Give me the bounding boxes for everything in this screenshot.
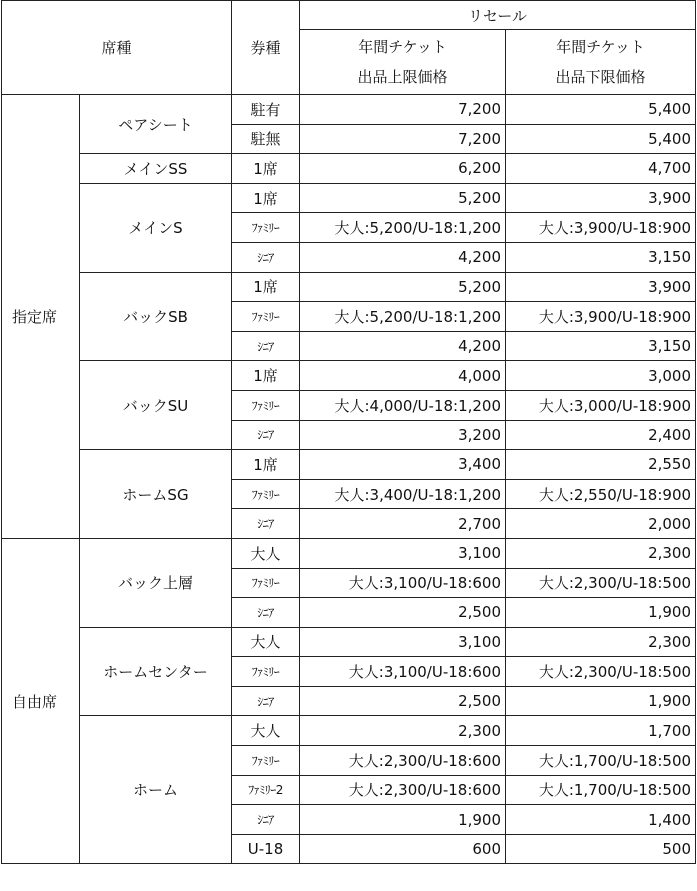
lower-price-cell: 3,900 xyxy=(506,183,696,213)
upper-price-cell: 4,000 xyxy=(300,361,506,391)
table-row xyxy=(2,716,696,746)
upper-price-header-line2: 出品上限価格 xyxy=(357,68,448,86)
upper-price-cell: 大人:2,300/U-18:600 xyxy=(300,746,506,776)
upper-price-cell: 600 xyxy=(300,834,506,864)
upper-price-cell: 大人:3,400/U-18:1,200 xyxy=(300,479,506,509)
lower-price-cell: 大人:1,700/U-18:500 xyxy=(506,775,696,805)
lower-price-cell: 大人:3,900/U-18:900 xyxy=(506,302,696,332)
upper-price-cell: 5,200 xyxy=(300,183,506,213)
upper-price-cell: 5,200 xyxy=(300,272,506,302)
table-row xyxy=(2,361,696,391)
ticket-type-cell: U-18 xyxy=(232,834,300,864)
table-row xyxy=(2,627,696,657)
lower-price-cell: 500 xyxy=(506,834,696,864)
upper-price-cell: 2,300 xyxy=(300,716,506,746)
upper-price-cell: 4,200 xyxy=(300,242,506,272)
upper-price-cell: 大人:2,300/U-18:600 xyxy=(300,775,506,805)
upper-price-cell: 2,500 xyxy=(300,686,506,716)
upper-price-cell: 3,100 xyxy=(300,627,506,657)
lower-price-cell: 3,900 xyxy=(506,272,696,302)
table-row xyxy=(2,538,696,568)
upper-price-cell: 大人:5,200/U-18:1,200 xyxy=(300,302,506,332)
upper-price-cell: 2,500 xyxy=(300,598,506,628)
lower-price-cell: 2,000 xyxy=(506,509,696,539)
upper-price-cell: 3,200 xyxy=(300,420,506,450)
ticket-type-cell: ﾌｧﾐﾘｰ xyxy=(232,657,300,687)
sub-seat-cell: ホームSG xyxy=(80,450,232,539)
upper-price-cell: 4,200 xyxy=(300,331,506,361)
lower-price-cell: 大人:2,550/U-18:900 xyxy=(506,479,696,509)
lower-price-cell: 大人:2,300/U-18:500 xyxy=(506,568,696,598)
ticket-type-cell: ﾌｧﾐﾘｰ xyxy=(232,479,300,509)
ticket-type-cell: 1席 xyxy=(232,450,300,480)
lower-price-cell: 2,550 xyxy=(506,450,696,480)
lower-price-cell: 大人:3,900/U-18:900 xyxy=(506,213,696,243)
upper-price-cell: 大人:3,100/U-18:600 xyxy=(300,568,506,598)
lower-price-cell: 1,400 xyxy=(506,805,696,835)
lower-price-cell: 1,700 xyxy=(506,716,696,746)
ticket-type-cell: 大人 xyxy=(232,716,300,746)
zone-cell: 指定席 xyxy=(2,95,80,539)
lower-price-cell: 5,400 xyxy=(506,124,696,154)
upper-price-cell: 大人:5,200/U-18:1,200 xyxy=(300,213,506,243)
lower-price-cell: 2,300 xyxy=(506,627,696,657)
ticket-type-cell: ﾌｧﾐﾘｰ xyxy=(232,213,300,243)
table-row xyxy=(2,272,696,302)
ticket-type-cell: ｼﾆｱ xyxy=(232,686,300,716)
table-row xyxy=(2,183,696,213)
seat-class-header: 席種 xyxy=(2,1,232,95)
upper-price-cell: 7,200 xyxy=(300,95,506,125)
upper-price-cell: 大人:4,000/U-18:1,200 xyxy=(300,390,506,420)
lower-price-cell: 1,900 xyxy=(506,598,696,628)
sub-seat-cell: ホーム xyxy=(80,716,232,864)
ticket-type-cell: 駐有 xyxy=(232,95,300,125)
table-row xyxy=(2,450,696,480)
lower-price-cell: 4,700 xyxy=(506,154,696,184)
ticket-type-cell: 1席 xyxy=(232,272,300,302)
ticket-type-cell: ｼﾆｱ xyxy=(232,331,300,361)
sub-seat-cell: ペアシート xyxy=(80,95,232,154)
lower-price-cell: 3,000 xyxy=(506,361,696,391)
sub-seat-cell: ホームセンター xyxy=(80,627,232,716)
lower-price-cell: 3,150 xyxy=(506,242,696,272)
ticket-type-header: 券種 xyxy=(232,1,300,95)
sub-seat-cell: バックSU xyxy=(80,361,232,450)
upper-price-cell: 1,900 xyxy=(300,805,506,835)
lower-price-cell: 大人:2,300/U-18:500 xyxy=(506,657,696,687)
lower-price-cell: 2,400 xyxy=(506,420,696,450)
ticket-type-cell: 1席 xyxy=(232,154,300,184)
ticket-type-cell: 1席 xyxy=(232,183,300,213)
table-row xyxy=(2,154,696,184)
lower-price-cell: 2,300 xyxy=(506,538,696,568)
lower-price-cell: 3,150 xyxy=(506,331,696,361)
lower-price-cell: 5,400 xyxy=(506,95,696,125)
header-row xyxy=(2,1,696,30)
lower-price-cell: 1,900 xyxy=(506,686,696,716)
upper-price-cell: 大人:3,100/U-18:600 xyxy=(300,657,506,687)
sub-seat-cell: メインSS xyxy=(80,154,232,184)
price-table-body xyxy=(2,1,696,864)
ticket-type-cell: ｼﾆｱ xyxy=(232,805,300,835)
lower-price-header-line1: 年間チケット xyxy=(556,38,645,56)
ticket-type-cell: ﾌｧﾐﾘｰ xyxy=(232,390,300,420)
sub-seat-cell: バック上層 xyxy=(80,538,232,627)
ticket-type-cell: 大人 xyxy=(232,627,300,657)
ticket-type-cell: ﾌｧﾐﾘｰ xyxy=(232,302,300,332)
upper-price-header-line1: 年間チケット xyxy=(358,38,447,56)
lower-price-header xyxy=(506,30,696,95)
upper-price-header xyxy=(300,30,506,95)
ticket-type-cell: ﾌｧﾐﾘｰ xyxy=(232,746,300,776)
ticket-type-cell: ﾌｧﾐﾘｰ xyxy=(232,568,300,598)
table-row xyxy=(2,95,696,125)
zone-cell: 自由席 xyxy=(2,538,80,864)
ticket-type-cell: 大人 xyxy=(232,538,300,568)
ticket-type-cell: ｼﾆｱ xyxy=(232,598,300,628)
ticket-type-cell: ｼﾆｱ xyxy=(232,242,300,272)
price-table xyxy=(1,0,696,864)
sub-seat-cell: バックSB xyxy=(80,272,232,361)
resale-header: リセール xyxy=(300,1,696,30)
sub-seat-cell: メインS xyxy=(80,183,232,272)
ticket-type-cell: 1席 xyxy=(232,361,300,391)
ticket-type-cell: 駐無 xyxy=(232,124,300,154)
lower-price-header-line2: 出品下限価格 xyxy=(555,68,646,86)
upper-price-cell: 3,400 xyxy=(300,450,506,480)
upper-price-cell: 3,100 xyxy=(300,538,506,568)
lower-price-cell: 大人:3,000/U-18:900 xyxy=(506,390,696,420)
upper-price-cell: 6,200 xyxy=(300,154,506,184)
upper-price-cell: 7,200 xyxy=(300,124,506,154)
ticket-type-cell: ｼﾆｱ xyxy=(232,420,300,450)
upper-price-cell: 2,700 xyxy=(300,509,506,539)
lower-price-cell: 大人:1,700/U-18:500 xyxy=(506,746,696,776)
ticket-type-cell: ｼﾆｱ xyxy=(232,509,300,539)
ticket-type-cell: ﾌｧﾐﾘｰ2 xyxy=(232,775,300,805)
